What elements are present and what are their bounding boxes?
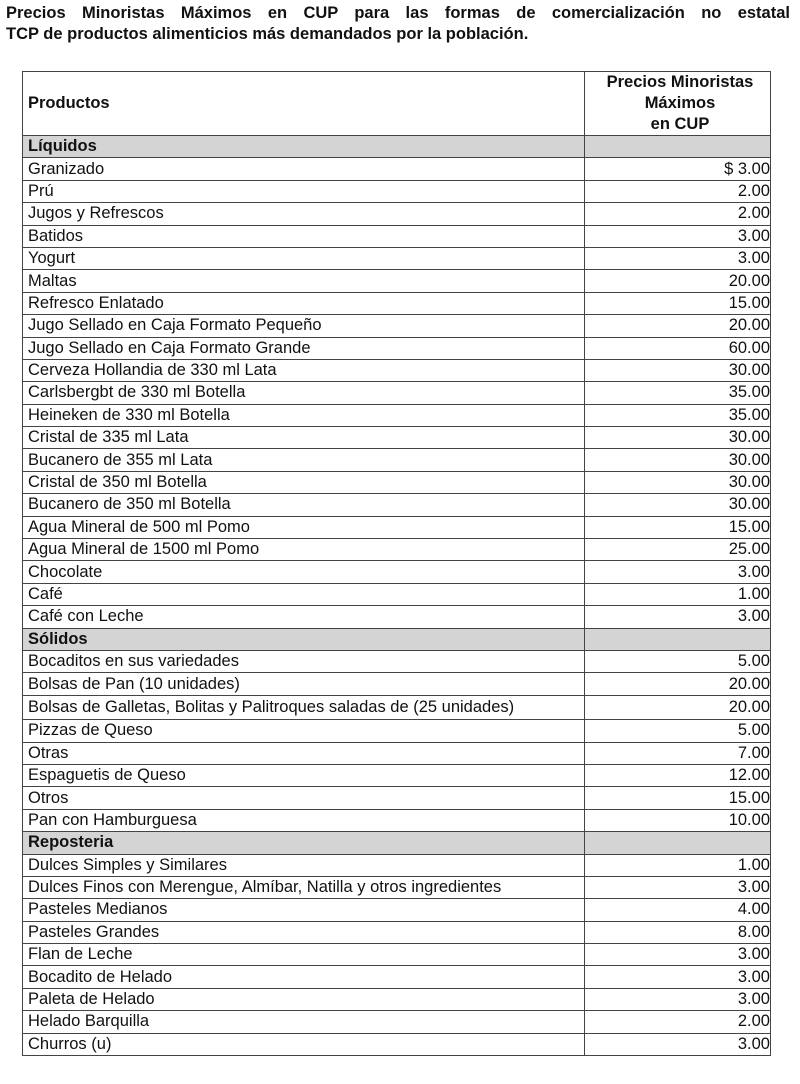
product-name: Café con Leche (23, 606, 585, 628)
table-row (23, 158, 771, 180)
document-title-line-2: TCP de productos alimenticios más demandados por la población. (6, 25, 529, 43)
table-row (23, 203, 771, 225)
table-header-row (23, 72, 771, 136)
product-price: $ 3.00 (585, 158, 771, 180)
product-name: Bucanero de 355 ml Lata (23, 449, 585, 471)
table-row (23, 809, 771, 831)
table-row (23, 606, 771, 628)
table-row (23, 359, 771, 381)
product-price: 30.00 (585, 494, 771, 516)
section-name: Sólidos (23, 628, 585, 650)
table-row (23, 494, 771, 516)
table-row (23, 673, 771, 695)
table-row (23, 650, 771, 672)
section-row (23, 628, 771, 650)
section-name: Reposteria (23, 832, 585, 854)
product-name: Bolsas de Pan (10 unidades) (23, 673, 585, 695)
product-price: 1.00 (585, 583, 771, 605)
product-price: 5.00 (585, 650, 771, 672)
table-row (23, 742, 771, 764)
table-row (23, 583, 771, 605)
product-price: 60.00 (585, 337, 771, 359)
product-name: Prú (23, 180, 585, 202)
section-row (23, 136, 771, 158)
table-row (23, 787, 771, 809)
table-row (23, 270, 771, 292)
table-row (23, 899, 771, 921)
product-price: 15.00 (585, 516, 771, 538)
product-name: Cristal de 350 ml Botella (23, 471, 585, 493)
table-row (23, 695, 771, 719)
table-row (23, 1033, 771, 1055)
table-body (23, 136, 771, 1056)
table-row (23, 944, 771, 966)
product-price: 3.00 (585, 1033, 771, 1055)
section-price-cell (585, 628, 771, 650)
product-price: 15.00 (585, 292, 771, 314)
product-price: 15.00 (585, 787, 771, 809)
product-name: Bocaditos en sus variedades (23, 650, 585, 672)
product-price: 1.00 (585, 854, 771, 876)
product-name: Bucanero de 350 ml Botella (23, 494, 585, 516)
product-price: 3.00 (585, 944, 771, 966)
product-name: Jugo Sellado en Caja Formato Pequeño (23, 315, 585, 337)
product-price: 10.00 (585, 809, 771, 831)
table-row (23, 876, 771, 898)
product-name: Heineken de 330 ml Botella (23, 404, 585, 426)
product-price: 30.00 (585, 427, 771, 449)
table-row (23, 247, 771, 269)
table-row (23, 449, 771, 471)
table-row (23, 404, 771, 426)
header-max-price-line-1: Precios Minoristas (606, 73, 754, 91)
product-name: Pasteles Grandes (23, 921, 585, 943)
product-name: Espaguetis de Queso (23, 764, 585, 786)
table-row (23, 561, 771, 583)
table-row (23, 854, 771, 876)
product-name: Dulces Finos con Merengue, Almíbar, Natilla y otros ingredientes (23, 876, 585, 898)
product-name: Yogurt (23, 247, 585, 269)
product-price: 3.00 (585, 561, 771, 583)
product-price: 3.00 (585, 247, 771, 269)
table-row (23, 180, 771, 202)
product-price: 4.00 (585, 899, 771, 921)
product-price: 2.00 (585, 1011, 771, 1033)
product-name: Refresco Enlatado (23, 292, 585, 314)
table-row (23, 966, 771, 988)
product-name: Café (23, 583, 585, 605)
product-price: 20.00 (585, 270, 771, 292)
product-name: Pizzas de Queso (23, 720, 585, 742)
product-name: Maltas (23, 270, 585, 292)
product-price: 30.00 (585, 449, 771, 471)
table-row (23, 921, 771, 943)
header-max-price (585, 72, 771, 136)
table-row (23, 427, 771, 449)
product-price: 20.00 (585, 315, 771, 337)
product-price: 20.00 (585, 673, 771, 695)
product-name: Otros (23, 787, 585, 809)
product-price: 30.00 (585, 471, 771, 493)
product-name: Bolsas de Galletas, Bolitas y Palitroques saladas de (25 unidades) (23, 695, 585, 719)
table-row (23, 225, 771, 247)
table-row (23, 764, 771, 786)
product-name: Otras (23, 742, 585, 764)
product-price: 35.00 (585, 404, 771, 426)
product-price: 3.00 (585, 876, 771, 898)
product-name: Batidos (23, 225, 585, 247)
header-max-price-line-3: en CUP (650, 115, 710, 133)
product-name: Pan con Hamburguesa (23, 809, 585, 831)
product-name: Jugos y Refrescos (23, 203, 585, 225)
product-name: Cerveza Hollandia de 330 ml Lata (23, 359, 585, 381)
document-title-line-1: Precios Minoristas Máximos en CUP para las formas de comercialización no estatal (6, 4, 790, 22)
product-price: 35.00 (585, 382, 771, 404)
product-name: Granizado (23, 158, 585, 180)
product-price: 3.00 (585, 606, 771, 628)
product-name: Churros (u) (23, 1033, 585, 1055)
table-row (23, 988, 771, 1010)
product-name: Cristal de 335 ml Lata (23, 427, 585, 449)
product-name: Agua Mineral de 1500 ml Pomo (23, 539, 585, 561)
product-name: Dulces Simples y Similares (23, 854, 585, 876)
product-price: 3.00 (585, 966, 771, 988)
product-price: 3.00 (585, 988, 771, 1010)
section-name: Líquidos (23, 136, 585, 158)
document-title (6, 3, 790, 45)
product-price: 3.00 (585, 225, 771, 247)
product-name: Pasteles Medianos (23, 899, 585, 921)
product-name: Paleta de Helado (23, 988, 585, 1010)
product-name: Agua Mineral de 500 ml Pomo (23, 516, 585, 538)
table-row (23, 337, 771, 359)
product-price: 2.00 (585, 203, 771, 225)
product-price: 30.00 (585, 359, 771, 381)
table-row (23, 1011, 771, 1033)
product-price: 2.00 (585, 180, 771, 202)
section-row (23, 832, 771, 854)
product-price: 7.00 (585, 742, 771, 764)
section-price-cell (585, 136, 771, 158)
product-price: 12.00 (585, 764, 771, 786)
table-row (23, 315, 771, 337)
table-row (23, 471, 771, 493)
section-price-cell (585, 832, 771, 854)
product-name: Helado Barquilla (23, 1011, 585, 1033)
table-row (23, 539, 771, 561)
header-max-price-line-2: Máximos (644, 94, 716, 112)
table-row (23, 516, 771, 538)
product-name: Bocadito de Helado (23, 966, 585, 988)
product-price: 20.00 (585, 695, 771, 719)
table-row (23, 292, 771, 314)
product-price: 25.00 (585, 539, 771, 561)
table-row (23, 382, 771, 404)
product-price: 5.00 (585, 720, 771, 742)
product-price: 8.00 (585, 921, 771, 943)
price-table (22, 71, 771, 1056)
product-name: Flan de Leche (23, 944, 585, 966)
product-name: Chocolate (23, 561, 585, 583)
header-products: Productos (23, 72, 585, 136)
product-name: Carlsbergbt de 330 ml Botella (23, 382, 585, 404)
table-row (23, 720, 771, 742)
product-name: Jugo Sellado en Caja Formato Grande (23, 337, 585, 359)
